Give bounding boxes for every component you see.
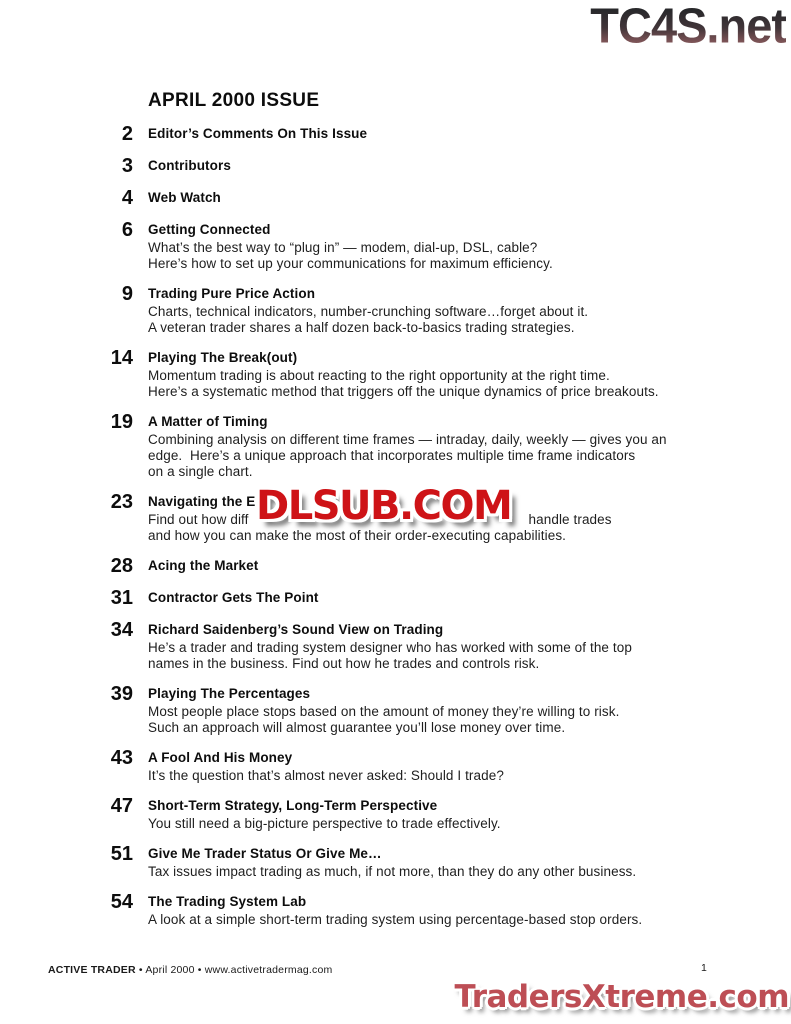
- entry-body: [148, 124, 761, 144]
- toc-entry: [48, 220, 761, 272]
- entry-page-number: 54: [110, 891, 133, 913]
- entry-description-line: Momentum trading is about reacting to the right opportunity at the right time.: [148, 368, 610, 383]
- entry-body: [148, 588, 761, 608]
- entry-body: [148, 348, 761, 400]
- entry-description-line: edge. Here’s a unique approach that incorporates multiple time frame indicators: [148, 448, 636, 463]
- entry-descriptions: [148, 368, 761, 400]
- footer-issue: April 2000: [145, 964, 195, 976]
- toc-entry: [48, 284, 761, 336]
- footer-separator-2: •: [197, 964, 202, 976]
- entry-body: [148, 220, 761, 272]
- toc-entry: [48, 556, 761, 576]
- footer-separator: •: [138, 964, 143, 976]
- page-title: APRIL 2000 ISSUE: [148, 90, 320, 111]
- toc-entry: [48, 796, 761, 832]
- footer-website: www.activetradermag.com: [204, 964, 333, 976]
- footer-magazine-name: ACTIVE TRADER: [48, 964, 136, 976]
- entry-body: [148, 892, 761, 928]
- entry-title: Navigating the E: [148, 494, 256, 509]
- entry-title: The Trading System Lab: [148, 894, 307, 909]
- entry-title: Playing The Percentages: [148, 686, 311, 701]
- entry-page-number: 14: [110, 347, 133, 369]
- entry-title: Contractor Gets The Point: [148, 590, 319, 605]
- watermark-tc4s: TC4S.net: [590, 0, 786, 53]
- entry-description-line: Here’s how to set up your communications for maximum efficiency.: [148, 256, 553, 271]
- entry-description-line: It’s the question that’s almost never asked: Should I trade?: [148, 768, 504, 783]
- entry-body: [148, 188, 761, 208]
- entry-body: [148, 620, 761, 672]
- entry-page-number: 23: [110, 491, 133, 513]
- entry-title: A Matter of Timing: [148, 414, 268, 429]
- entry-descriptions: [148, 912, 761, 928]
- entry-title: Give Me Trader Status Or Give Me…: [148, 846, 382, 861]
- entry-page-number: 6: [121, 219, 133, 241]
- entry-title: Playing The Break(out): [148, 350, 298, 365]
- entry-descriptions: [148, 816, 761, 832]
- toc-entry: [48, 588, 761, 608]
- entry-body: [148, 412, 761, 480]
- entry-page-number: 39: [110, 683, 133, 705]
- entry-description-line: and how you can make the most of their order-executing capabilities.: [148, 528, 567, 543]
- entry-page-number: 47: [110, 795, 133, 817]
- entry-descriptions: [148, 704, 761, 736]
- watermark-tradersxtreme: TradersXtreme.com: [454, 979, 789, 1015]
- entry-description-line: Find out how diff handle trades: [148, 512, 612, 527]
- entry-title: Trading Pure Price Action: [148, 286, 316, 301]
- entry-description-line: on a single chart.: [148, 464, 253, 479]
- entry-description-line: Charts, technical indicators, number-crunching software…forget about it.: [148, 304, 589, 319]
- toc-entry: [48, 188, 761, 208]
- entry-description-line: He’s a trader and trading system designer who has worked with some of the top: [148, 640, 632, 655]
- entry-page-number: 19: [110, 411, 133, 433]
- entry-descriptions: [148, 864, 761, 880]
- entry-descriptions: [148, 768, 761, 784]
- entry-title: Editor’s Comments On This Issue: [148, 126, 368, 141]
- entry-body: [148, 748, 761, 784]
- entry-page-number: 3: [121, 155, 133, 177]
- entry-body: [148, 844, 761, 880]
- entry-body: [148, 156, 761, 176]
- entry-description-line: Here’s a systematic method that triggers off the unique dynamics of price breakouts.: [148, 384, 659, 399]
- page-number: 1: [701, 962, 707, 974]
- entry-description-line: What’s the best way to “plug in” — modem, dial-up, DSL, cable?: [148, 240, 538, 255]
- entry-descriptions: [148, 432, 761, 480]
- toc-entry: [48, 844, 761, 880]
- footer: [48, 964, 333, 976]
- toc-entry: [48, 412, 761, 480]
- entry-page-number: 2: [121, 123, 133, 145]
- entry-title: Getting Connected: [148, 222, 271, 237]
- entry-page-number: 43: [110, 747, 133, 769]
- entry-title: Richard Saidenberg’s Sound View on Trading: [148, 622, 444, 637]
- toc-entry: [48, 684, 761, 736]
- entry-description-line: Most people place stops based on the amount of money they’re willing to risk.: [148, 704, 620, 719]
- entry-description-line: A look at a simple short-term trading system using percentage-based stop orders.: [148, 912, 643, 927]
- entry-description-line: Combining analysis on different time frames — intraday, daily, weekly — gives you an: [148, 432, 667, 447]
- entry-page-number: 28: [110, 555, 133, 577]
- toc-entry: [48, 748, 761, 784]
- entry-body: [148, 284, 761, 336]
- entry-page-number: 34: [110, 619, 133, 641]
- entry-descriptions: [148, 640, 761, 672]
- entry-description-line: You still need a big-picture perspective to trade effectively.: [148, 816, 501, 831]
- entry-description-line: Tax issues impact trading as much, if not more, than they do any other business.: [148, 864, 637, 879]
- entry-page-number: 9: [121, 283, 133, 305]
- entry-description-line: Such an approach will almost guarantee you’ll lose money over time.: [148, 720, 566, 735]
- toc-entry: [48, 124, 761, 144]
- entry-title: Acing the Market: [148, 558, 259, 573]
- toc-entry: [48, 892, 761, 928]
- entry-body: [148, 684, 761, 736]
- entry-description-line: A veteran trader shares a half dozen back-to-basics trading strategies.: [148, 320, 575, 335]
- entry-description-line: names in the business. Find out how he trades and controls risk.: [148, 656, 540, 671]
- entry-body: [148, 556, 761, 576]
- entry-title: Contributors: [148, 158, 231, 173]
- entry-page-number: 31: [110, 587, 133, 609]
- toc-entry: [48, 348, 761, 400]
- toc-entry: [48, 620, 761, 672]
- entry-title: Web Watch: [148, 190, 221, 205]
- toc-entry: [48, 156, 761, 176]
- entry-title: Short-Term Strategy, Long-Term Perspective: [148, 798, 438, 813]
- entry-descriptions: [148, 240, 761, 272]
- entry-page-number: 51: [110, 843, 133, 865]
- entry-body: [148, 796, 761, 832]
- entry-descriptions: [148, 304, 761, 336]
- entry-title: A Fool And His Money: [148, 750, 293, 765]
- entry-page-number: 4: [121, 187, 133, 209]
- watermark-dlsub: DLSUB.COM: [256, 483, 512, 529]
